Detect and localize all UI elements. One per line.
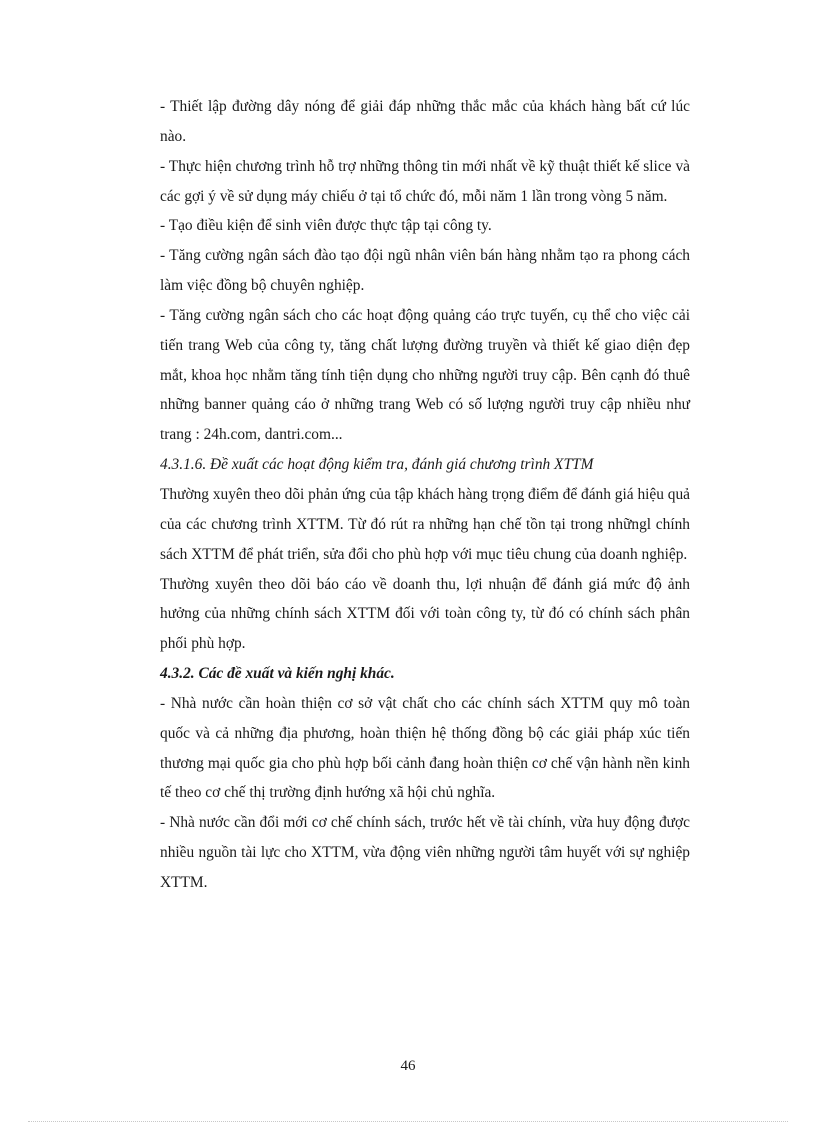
paragraph-hotline: - Thiết lập đường dây nóng để giải đáp những thắc mắc của khách hàng bất cứ lúc nào. [160, 98, 690, 145]
section-heading-4-3-1-6: 4.3.1.6. Đề xuất các hoạt động kiểm tra, đánh giá chương trình XTTM [160, 456, 594, 474]
paragraph-customer-monitoring: Thường xuyên theo dõi phản ứng của tập khách hàng trọng điểm để đánh giá hiệu quả của các chương trình XTTM. Từ đó rút ra những hạn chế tồn tại trong nhữngl chính sách XTTM để phát triển, sửa đổi cho phù hợp với mục tiêu chung của doanh nghiệp. [160, 485, 691, 563]
paragraph-support-program: - Thực hiện chương trình hỗ trợ những thông tin mới nhất về kỹ thuật thiết kế slice và các gợi ý về sử dụng máy chiếu ở tại tổ chức đó, mỗi năm 1 lần trong vòng 5 năm. [160, 157, 690, 205]
paragraph-revenue-monitoring: Thường xuyên theo dõi báo cáo về doanh thu, lợi nhuận để đánh giá mức độ ảnh hưởng của những chính sách XTTM đối với toàn công ty, từ đó có chính sách phân phối phù hợp. [160, 575, 690, 653]
section-heading-4-3-2: 4.3.2. Các đề xuất và kiến nghị khác. [160, 665, 395, 683]
paragraph-state-policy: - Nhà nước cần đổi mới cơ chế chính sách, trước hết về tài chính, vừa huy động được nhiều nguồn tài lực cho XTTM, vừa động viên những người tâm huyết với sự nghiệp XTTM. [160, 814, 690, 891]
page-bottom-divider [28, 1121, 788, 1122]
paragraph-internship: - Tạo điều kiện để sinh viên được thực tập tại công ty. [160, 217, 492, 235]
page-body [160, 92, 690, 898]
paragraph-online-advertising: - Tăng cường ngân sách cho các hoạt động quảng cáo trực tuyến, cụ thể cho việc cải tiến trang Web của công ty, tăng chất lượng đường truyền và thiết kế giao diện đẹp mắt, khoa học nhằm tăng tính tiện dụng cho những người truy cập. Bên cạnh đó thuê những banner quảng cáo ở những trang Web có số lượng người truy cập nhiều như trang : 24h.com, dantri.com... [160, 306, 690, 444]
paragraph-sales-training: - Tăng cường ngân sách đào tạo đội ngũ nhân viên bán hàng nhằm tạo ra phong cách làm việc đồng bộ chuyên nghiệp. [160, 247, 690, 295]
page-number: 46 [400, 1058, 416, 1074]
paragraph-state-infrastructure: - Nhà nước cần hoàn thiện cơ sở vật chất cho các chính sách XTTM quy mô toàn quốc và cả những địa phương, hoàn thiện hệ thống đồng bộ các giải pháp xúc tiến thương mại quốc gia cho phù hợp bối cảnh đang hoàn thiện cơ chế vận hành nền kinh tế theo cơ chế thị trường định hướng xã hội chủ nghĩa. [160, 694, 690, 802]
